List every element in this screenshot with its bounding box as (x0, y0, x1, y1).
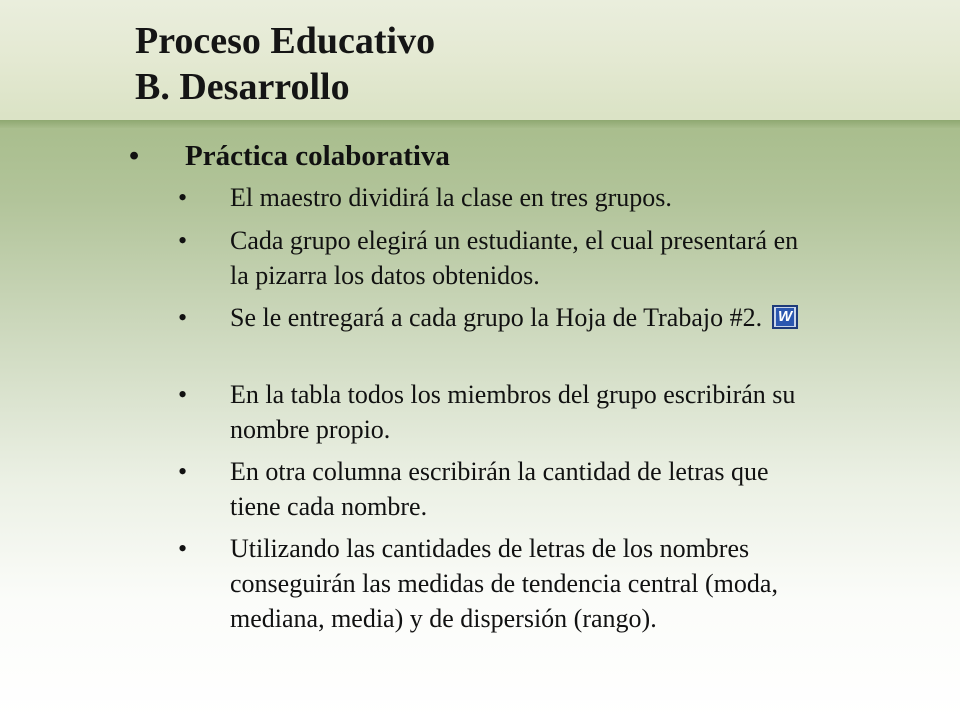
title-rule (0, 120, 960, 128)
list-item-text: Se le entregará a cada grupo la Hoja de Trabajo #2. (230, 303, 763, 332)
list-item (178, 377, 818, 447)
list-item (178, 300, 818, 335)
slide-title-line-2: B. Desarrollo (135, 66, 350, 108)
section-heading-label: Práctica colaborativa (185, 140, 450, 172)
list-item (178, 223, 818, 293)
list-item-text-wrap (230, 300, 818, 335)
list-item (178, 180, 818, 215)
list-item-text: En otra columna escribirán la cantidad de letras que tiene cada nombre. (230, 457, 769, 521)
list-item-text: El maestro dividirá la clase en tres grupos. (230, 183, 672, 212)
bullet: • (178, 303, 188, 332)
slide-title-line-1: Proceso Educativo (135, 20, 436, 62)
word-document-icon[interactable] (772, 305, 798, 329)
list-item-text: Utilizando las cantidades de letras de los nombres conseguirán las medidas de tendencia central (moda, mediana, media) y de dispersión (rango). (230, 534, 778, 633)
list-item (178, 531, 818, 636)
bullet: • (129, 140, 140, 172)
bullet: • (178, 226, 188, 255)
bullet: • (178, 183, 188, 212)
list-item-text: En la tabla todos los miembros del grupo escribirán su nombre propio. (230, 380, 796, 444)
bullet: • (178, 457, 188, 486)
bullet: • (178, 534, 188, 563)
list-item (178, 454, 818, 524)
list-item-text: Cada grupo elegirá un estudiante, el cual presentará en la pizarra los datos obtenidos. (230, 226, 799, 290)
bullet: • (178, 380, 188, 409)
slide-title (135, 18, 435, 110)
